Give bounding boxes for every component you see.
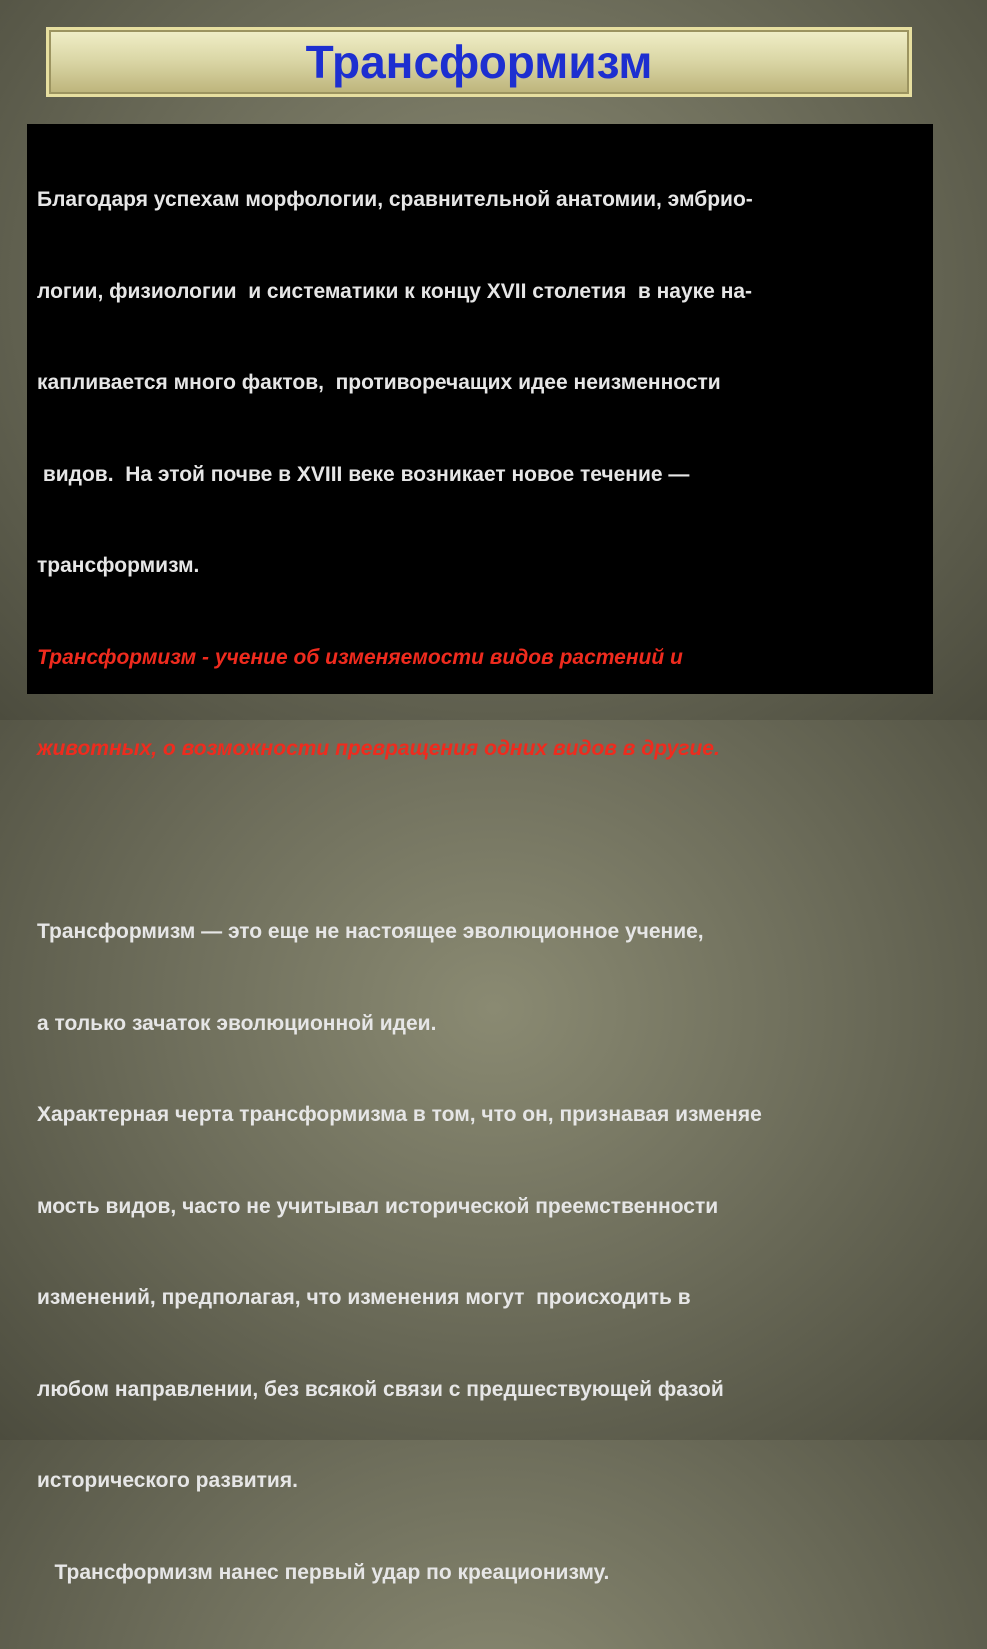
paragraph3-line: любом направлении, без всякой связи с предшествующей фазой bbox=[37, 1377, 724, 1401]
conclusion-line: Трансформизм нанес первый удар по креационизму. bbox=[37, 1560, 610, 1584]
title-frame bbox=[46, 27, 912, 97]
paragraph1-line: трансформизм. bbox=[37, 554, 200, 577]
text-block bbox=[37, 124, 987, 1649]
content-panel bbox=[27, 124, 933, 1584]
paragraph2-line: Трансформизм — это еще не настоящее эволюционное учение, bbox=[37, 920, 704, 943]
paragraph1-line: видов. На этой почве в XVIII веке возникает новое течение — bbox=[37, 462, 690, 486]
paragraph3-line: изменений, предполагая, что изменения могут происходить в bbox=[37, 1286, 691, 1309]
paragraph1-line: Благодаря успехам морфологии, сравнительной анатомии, эмбрио- bbox=[37, 188, 753, 211]
paragraph2-line: а только зачаток эволюционной идеи. bbox=[37, 1011, 437, 1035]
paragraph3-line: исторического развития. bbox=[37, 1469, 298, 1492]
slide-title: Трансформизм bbox=[305, 36, 653, 88]
definition-line: животных, о возможности превращения одних видов в другие. bbox=[37, 737, 720, 760]
blank-line bbox=[37, 826, 987, 857]
paragraph1-line: капливается много фактов, противоречащих идее неизменности bbox=[37, 371, 721, 394]
paragraph3-line: мость видов, часто не учитывал исторической преемственности bbox=[37, 1194, 719, 1218]
paragraph1-line: логии, физиологии и систематики к концу XVII столетия в науке на- bbox=[37, 279, 753, 303]
paragraph3-line: Характерная черта трансформизма в том, что он, признавая изменяе bbox=[37, 1103, 762, 1126]
definition-line: Трансформизм - учение об изменяемости видов растений и bbox=[37, 645, 683, 669]
